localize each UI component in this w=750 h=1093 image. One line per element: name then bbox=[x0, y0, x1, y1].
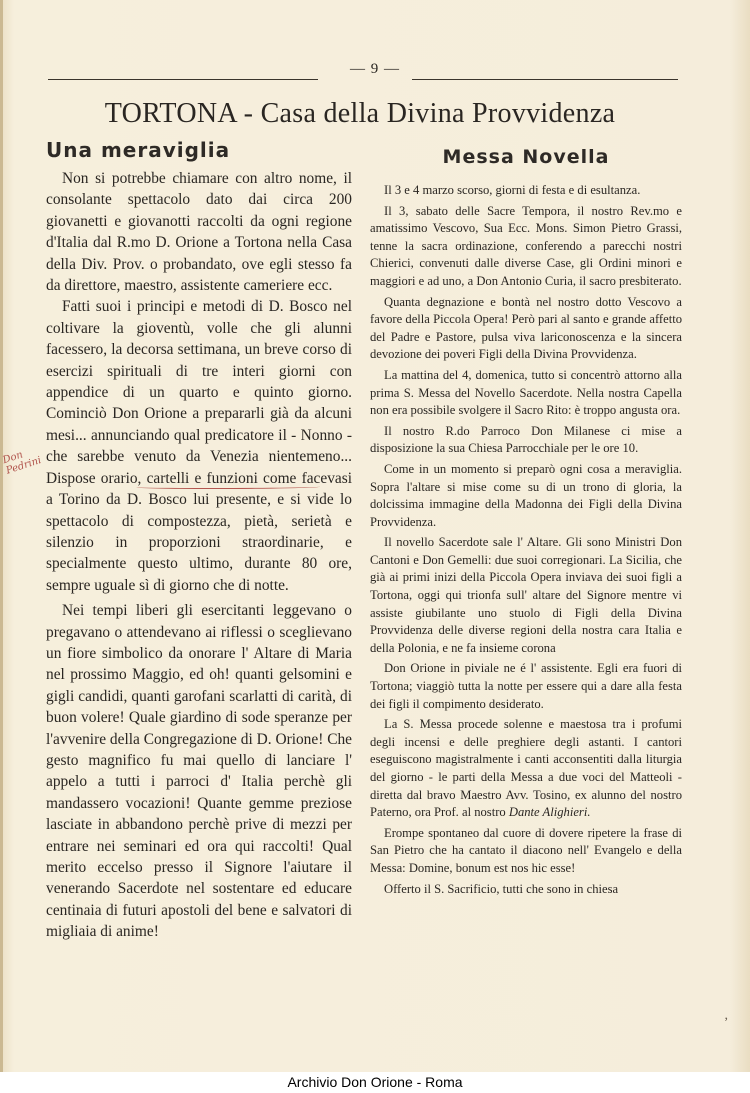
right-paragraph: Erompe spontaneo dal cuore di dovere ripetere la frase di San Pietro che ha cantato il diacono nell' Evangelo e della Messa: Domine, bonum est nos hic esse! bbox=[370, 825, 682, 875]
page-number: — 9 — bbox=[350, 61, 400, 77]
header-rule-left bbox=[48, 79, 318, 80]
left-paragraph: Non si potrebbe chiamare con altro nome, il consolante spettacolo dato dai circa 200 giovanetti e giovanotti raccolti da ogni regione d'Italia dal R.mo D. Orione a Tortona nella Casa della Div. Prov. o probandato, ove egli stesso fa da direttore, maestro, assistente cameriere ecc. bbox=[46, 170, 352, 295]
right-paragraph: La mattina del 4, domenica, tutto si concentrò attorno alla prima S. Messa del Novello Sacerdote. Nella nostra Capella non era possibile svolgere il Sacro Rito: è troppo angusta ora. bbox=[370, 367, 682, 418]
italic-name-dante: Dante Alighieri. bbox=[508, 805, 591, 820]
right-paragraph: Offerto il S. Sacrificio, tutti che sono in chiesa bbox=[384, 881, 619, 896]
page-spine-shadow bbox=[0, 0, 3, 1072]
corner-mark: , bbox=[724, 1008, 728, 1023]
left-paragraph: Nei tempi liberi gli esercitanti leggevano o pregavano o attendevano ai riflessi o sceglievano un fiore simbolico da onorare l' Altare di Maria nel prossimo Maggio, ed oh! quanti gelsomini e gigli candidi, quanti garofani scarlatti di carità, di buon volere! Quale giardino di sode speranze per l'avvenire della Congregazione di D. Orione! Che gesto magnifico fu mai quello di lanciare l' appelo a tutti i parroci d' Italia perchè gli mandassero vocazioni! Quante gemme preziose lasciate in abbandono perchè prive di mezzi per entrare nei seminari ed ora qui raccolti! Qual merito eccelso presso il Signore l'aiutare il venerando Sacerdote nel sostentare ed educare centinaia di futuri apostoli del bene e salvatori di migliaia di anime! bbox=[46, 602, 352, 941]
handwritten-margin-note: Don Pedrini bbox=[1, 449, 43, 477]
left-column bbox=[46, 138, 352, 943]
right-paragraph: Il 3, sabato delle Sacre Tempora, il nostro Rev.mo e amatissimo Vescovo, Sua Ecc. Mons. Simon Pietro Grassi, tenne la sacra ordinazione, conferendo a parecchi nostri Chierici, convenuti dalle diverse Case, gli Ordini minori e maggiori e ad uno, a Don Antonio Curia, il sacro presbiterato. bbox=[370, 203, 682, 288]
right-paragraph-with-italic bbox=[370, 716, 682, 822]
right-column bbox=[370, 146, 682, 901]
right-paragraph: Il 3 e 4 marzo scorso, giorni di festa e di esultanza. bbox=[384, 183, 641, 197]
right-paragraph: Il novello Sacerdote sale l' Altare. Gli sono Ministri Don Cantoni e Don Gemelli: due suoi corregionari. La Sicilia, che già ai primi inizi della Piccola Opera inviava dei suoi figli a Tortona, oggi qui trionfa sull' altare del Signore mentre vi assiste giubilante uno stuolo di Figli della Divina Provvidenza delle diverse regioni della nostra cara Italia e della Polonia, e ne fa insieme corona bbox=[370, 535, 682, 655]
right-paragraph: Come in un momento si preparò ogni cosa a meraviglia. Sopra l'altare si mise come su di un trono di gloria, la dolcissima immagine della Madonna dei Figli della Divina Provvidenza. bbox=[370, 461, 682, 529]
section-title-messa-novella: Messa Novella bbox=[442, 146, 610, 168]
main-title: TORTONA - Casa della Divina Provvidenza bbox=[104, 98, 616, 129]
right-paragraph: Don Orione in piviale ne é l' assistente. Egli era fuori di Tortona; viaggiò tutta la notte per essere qui a dare alla festa dei figli il compimento desiderato. bbox=[370, 661, 682, 711]
archive-footer: Archivio Don Orione - Roma bbox=[0, 1072, 750, 1093]
section-title-una-meraviglia: Una meraviglia bbox=[46, 138, 231, 162]
right-paragraph: Quanta degnazione e bontà nel nostro dotto Vescovo a favore della Piccola Opera! Però pari al santo e grande affetto del Padre e Pastore, pulsa viva lariconoscenza e la sincera devozione dei poveri Figli della Divina Provvidenza. bbox=[370, 294, 682, 362]
right-paragraph-text: La S. Messa procede solenne e maestosa tra i profumi degli incensi e delle preghiere degli astanti. I cantori eseguiscono magistralmente i canti acconsentiti dalla liturgia del giorno - le parti della Messa a due voci del Matteoli - diretta dal bravo Maestro Avv. Tosino, ex alunno del nostro Paterno, ora Prof. al nostro bbox=[370, 717, 682, 820]
header-rule-right bbox=[412, 79, 678, 80]
left-paragraph: Fatti suoi i principi e metodi di D. Bosco nel coltivare la gioventù, volle che gli alunni facessero, la decorsa settimana, un breve corso di esercizi spirituali di tre interi giorni con appendice di un quarto e quinto giorno. Cominciò Don Orione a prepararli già da alcuni mesi... annunciando qual predicatore il - Nonno - che sarebbe venuto da Venezia nientemeno... Dispose orario, cartelli e funzioni come facevasi a Torino da D. Bosco lui presente, e si vide lo spettacolo di compostezza, pietà, serietà e silenzio in proporzioni straordinarie, e specialmente questo ultimo, durante 80 ore, sempre uguale sì di giorno che di notte. bbox=[46, 298, 352, 594]
right-paragraph: Il nostro R.do Parroco Don Milanese ci mise a disposizione la sua Chiesa Parrocchiale per le ore 10. bbox=[370, 423, 682, 456]
